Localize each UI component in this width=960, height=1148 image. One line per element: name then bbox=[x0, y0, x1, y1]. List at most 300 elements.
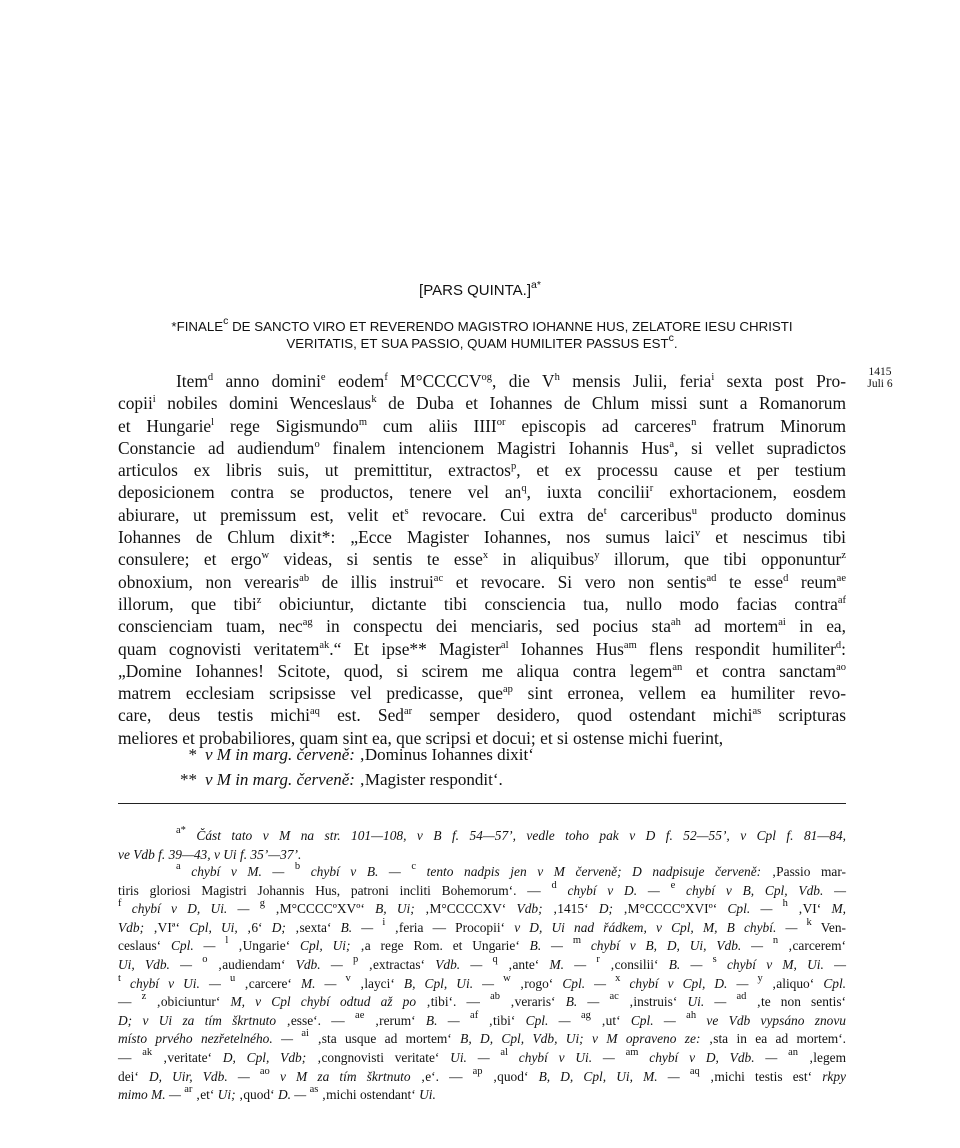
text-segment: ‚veritate‘ bbox=[152, 1049, 223, 1065]
note-marker: ab bbox=[299, 572, 310, 584]
chapter-title-sup: c bbox=[223, 315, 229, 327]
text-segment: ‚ante‘ bbox=[497, 956, 550, 972]
note-marker: og bbox=[481, 372, 493, 383]
text-segment: ‚aliquo‘ bbox=[762, 975, 824, 991]
note-marker: u bbox=[691, 505, 697, 517]
text-segment: B. — bbox=[425, 1012, 471, 1028]
text-segment: ‚M°CCCCºXVIº‘ bbox=[623, 901, 728, 917]
note-italic: v M in marg. červeně: bbox=[205, 745, 355, 764]
text-segment: B, Cpl, Ui. — bbox=[403, 975, 504, 991]
footnote-divider bbox=[118, 803, 846, 804]
margin-year: 1415 bbox=[868, 366, 892, 378]
text-segment: Cpl. — bbox=[727, 901, 783, 917]
note-marker: an bbox=[788, 1046, 799, 1058]
note-marker: c bbox=[411, 861, 417, 872]
text-line bbox=[118, 481, 846, 503]
text-segment: B. — bbox=[529, 938, 573, 954]
text-segment: ‚a rege Rom. et Ungarie‘ bbox=[360, 938, 530, 954]
text-segment: et Hungarie bbox=[118, 415, 212, 436]
text-segment: chybí v B, D, Ui, Vdb. — bbox=[580, 938, 773, 954]
note-marker: p bbox=[510, 461, 517, 473]
note-marker: ar bbox=[404, 706, 413, 718]
text-segment: , si vellet supradictos bbox=[674, 437, 847, 458]
main-text bbox=[118, 370, 846, 749]
text-line bbox=[118, 571, 846, 593]
text-segment: ‚layci‘ bbox=[350, 975, 404, 991]
text-segment: D; bbox=[271, 919, 295, 935]
text-segment: conscienciam tuam, nec bbox=[118, 616, 303, 637]
chapter-title bbox=[118, 315, 846, 352]
text-segment: ‚extractas‘ bbox=[358, 956, 436, 972]
note-marker: r bbox=[649, 483, 654, 495]
note-marker: i bbox=[382, 916, 386, 928]
note-marker: ao bbox=[259, 1065, 270, 1077]
text-segment: D; bbox=[598, 901, 624, 917]
text-segment: D; v Ui za tím škrtnuto bbox=[118, 1012, 287, 1028]
chapter-title-end: . bbox=[673, 336, 678, 351]
note-marker: ap bbox=[472, 1065, 483, 1077]
chapter-title-sup: c bbox=[668, 332, 674, 344]
text-segment: Ui. — bbox=[450, 1049, 501, 1065]
text-segment: Vdb; bbox=[516, 901, 553, 917]
text-segment: ‚consilii‘ bbox=[599, 956, 669, 972]
text-line bbox=[118, 682, 846, 704]
note-marker: d bbox=[783, 572, 789, 584]
text-segment: chybí v Ui. — bbox=[508, 1049, 626, 1065]
text-segment: in conspectu dei menciaris, sed pocius sta bbox=[312, 616, 671, 637]
note-marker: am bbox=[625, 1046, 639, 1058]
text-segment: Cpl, Ui; bbox=[300, 938, 361, 954]
note-marker: ag bbox=[580, 1009, 591, 1021]
variant-line bbox=[118, 879, 847, 901]
margin-day: Juli 6 bbox=[867, 378, 893, 390]
text-segment: articulos ex libris suis, ut premittitur, extractos bbox=[118, 460, 511, 481]
note-marker: e bbox=[670, 879, 676, 891]
text-segment: sexta post Pro- bbox=[714, 371, 847, 391]
chapter-title-rest: DE SANCTO VIRO ET REVERENDO MAGISTRO IOHANNE HUS, ZELATORE IESU CHRISTI bbox=[228, 319, 793, 334]
text-segment: ‚quod‘ bbox=[482, 1068, 539, 1084]
text-segment: B. — bbox=[668, 956, 713, 972]
text-segment: ‚sta in ea ad mortem‘. bbox=[708, 1031, 847, 1047]
note-marker: q bbox=[521, 483, 527, 495]
text-segment: ‚audiendam‘ bbox=[207, 956, 296, 972]
note-marker: ai bbox=[778, 617, 786, 629]
text-segment: Ui. bbox=[419, 1087, 436, 1103]
text-segment: Iohannes de Chlum dixit*: „Ecce Magister Iohannes, nos sumus laici bbox=[118, 527, 695, 548]
source-note-line bbox=[118, 826, 846, 845]
text-segment: , die V bbox=[492, 371, 555, 391]
note-marker: q bbox=[492, 953, 498, 965]
text-segment: D. — bbox=[277, 1087, 310, 1103]
note-marker: aq bbox=[310, 706, 320, 718]
text-segment: ve Vdb f. 39—43, v Ui f. 35’—37’. bbox=[118, 847, 302, 862]
note-marker: p bbox=[353, 953, 359, 965]
note-marker: ae bbox=[355, 1009, 365, 1021]
text-segment: ‚6‘ bbox=[246, 919, 272, 935]
note-marker: m bbox=[572, 935, 581, 947]
text-segment: matrem ecclesiam scripsisse vel predicasse, que bbox=[118, 683, 503, 704]
text-segment: ‚tibi‘ bbox=[478, 1012, 526, 1028]
note-marker: ac bbox=[609, 991, 619, 1003]
variant-apparatus bbox=[118, 863, 846, 1105]
note-marker: y bbox=[757, 972, 763, 984]
note-asterisk: ** bbox=[180, 770, 197, 789]
text-segment: tento nadpis jen v M červeně; D nadpisuje červeně: bbox=[416, 864, 772, 879]
note-marker: al bbox=[500, 639, 509, 651]
text-segment: ‚michi testis est‘ bbox=[699, 1068, 823, 1084]
text-segment: , iuxta concilii bbox=[526, 482, 650, 503]
note-marker: ad bbox=[736, 991, 747, 1003]
text-line bbox=[118, 526, 846, 548]
note-marker: ak bbox=[319, 639, 330, 651]
note-marker: h bbox=[554, 372, 560, 383]
note-marker: ai bbox=[301, 1028, 309, 1040]
note-marker: ag bbox=[302, 617, 313, 629]
text-segment: Ui. — bbox=[687, 994, 737, 1010]
text-segment: Cpl. — bbox=[562, 975, 616, 991]
note-marker: af bbox=[837, 594, 847, 606]
text-segment: ‚M°CCCCºXVº‘ bbox=[264, 901, 376, 917]
text-segment: ‚Passio mar- bbox=[771, 864, 846, 879]
text-segment: B, Ui; bbox=[375, 901, 425, 917]
text-segment: anno domini bbox=[213, 371, 321, 391]
note-marker: d bbox=[835, 639, 842, 651]
note-marker: ah bbox=[670, 617, 681, 629]
text-segment: et contra sanctam bbox=[682, 660, 837, 681]
note-asterisk: * bbox=[188, 745, 197, 764]
part-heading-sup: a* bbox=[531, 279, 541, 291]
source-note bbox=[118, 826, 846, 864]
note-marker: z bbox=[256, 594, 262, 606]
variant-line bbox=[118, 1086, 846, 1105]
text-segment: illorum, que tibi opponuntur bbox=[599, 549, 842, 570]
text-segment: ‚VIª‘ bbox=[153, 919, 190, 935]
text-segment: obiciuntur, dictante tibi consciencia tua, nullo modo facias contra bbox=[261, 593, 838, 614]
text-segment: chybí v D, Ui. — bbox=[121, 901, 260, 917]
text-segment: et nescimus tibi bbox=[700, 527, 846, 548]
note-marker: l bbox=[211, 416, 215, 428]
note-marker: a bbox=[669, 438, 674, 450]
text-segment: te esse bbox=[716, 571, 784, 592]
text-segment: videas, si sentis te esse bbox=[269, 549, 483, 570]
text-segment: chybí v D, Vdb. — bbox=[638, 1049, 789, 1065]
text-segment: Cpl. — bbox=[630, 1012, 687, 1028]
note-marker: r bbox=[596, 953, 600, 965]
text-segment: ‚et‘ bbox=[192, 1087, 218, 1103]
text-segment: ‚rogo‘ bbox=[510, 975, 563, 991]
text-segment: ‚tibi‘. — bbox=[426, 994, 491, 1010]
note-marker: h bbox=[782, 898, 788, 910]
note-marker: ah bbox=[686, 1009, 697, 1021]
note-marker: a bbox=[176, 861, 181, 872]
note-marker: n bbox=[772, 935, 779, 947]
text-segment: Ui; bbox=[217, 1087, 239, 1103]
chapter-title-line-1 bbox=[118, 315, 846, 335]
note-marker: k bbox=[806, 916, 812, 928]
note-marker: x bbox=[482, 550, 489, 562]
note-marker: u bbox=[229, 972, 236, 984]
text-segment: de illis instrui bbox=[309, 571, 434, 592]
text-segment: care, deus testis michi bbox=[118, 705, 310, 726]
text-segment: fratrum Minorum bbox=[696, 415, 847, 436]
note-marker: t bbox=[603, 505, 607, 517]
text-line bbox=[118, 504, 846, 526]
text-segment: rkpy bbox=[822, 1068, 846, 1084]
text-segment: B, D, Cpl, Vdb, Ui; v M opraveno ze: bbox=[460, 1031, 709, 1047]
text-segment: ‚esse‘. — bbox=[286, 1012, 356, 1028]
part-heading bbox=[0, 279, 960, 299]
text-segment: dei‘ bbox=[118, 1068, 149, 1084]
note-marker: o bbox=[202, 953, 208, 965]
chapter-title-line-2 bbox=[118, 332, 846, 352]
text-segment: in aliquibus bbox=[488, 549, 595, 570]
text-line bbox=[118, 638, 846, 660]
text-segment: chybí v M. — bbox=[180, 864, 295, 879]
text-segment: ‚quod‘ bbox=[238, 1087, 278, 1103]
text-segment: semper desidero, quod ostendant michi bbox=[412, 705, 753, 726]
marginal-note bbox=[175, 767, 875, 792]
text-segment: ‚veraris‘ bbox=[500, 994, 566, 1010]
note-marker: ap bbox=[503, 684, 513, 696]
chapter-title-line2-text: VERITATIS, ET SUA PASSIO, QUAM HUMILITER PASSUS EST bbox=[286, 336, 669, 351]
text-segment: ‚1415‘ bbox=[552, 901, 599, 917]
text-segment: ‚obiciuntur‘ bbox=[146, 994, 231, 1010]
text-segment: ‚carcerem‘ bbox=[778, 938, 846, 954]
text-segment: Cpl, Ui, bbox=[189, 919, 247, 935]
note-marker: a* bbox=[176, 825, 186, 836]
text-segment: ‚legem bbox=[798, 1049, 847, 1065]
note-marker: i bbox=[152, 394, 156, 406]
variant-line bbox=[118, 1065, 846, 1087]
text-segment: consulere; et ergo bbox=[118, 549, 262, 570]
text-segment: carceribus bbox=[606, 504, 692, 525]
text-segment: ‚congnovisti veritate‘ bbox=[316, 1049, 451, 1065]
text-line bbox=[118, 660, 846, 682]
text-segment: M°CCCCV bbox=[387, 371, 482, 391]
text-segment: obnoxium, non verearis bbox=[118, 571, 300, 592]
text-segment: chybí v B. — bbox=[300, 864, 412, 879]
text-segment: cum aliis IIII bbox=[367, 415, 497, 436]
text-segment: D, Cpl, Vdb; bbox=[222, 1049, 317, 1065]
margin-date-note bbox=[858, 366, 902, 390]
note-marker: as bbox=[752, 706, 762, 718]
text-segment: místo prvého nezřetelného. — bbox=[118, 1031, 302, 1047]
text-segment: , et ex processu cause et per testium bbox=[516, 460, 846, 481]
text-segment: ‚sta usque ad mortem‘ bbox=[308, 1031, 461, 1047]
text-segment: deposicionem contra se productos, tenere vel an bbox=[118, 482, 522, 503]
text-segment: M. — bbox=[549, 956, 597, 972]
text-segment: ‚te non sentis‘ bbox=[746, 994, 847, 1010]
marginal-notes bbox=[175, 742, 875, 792]
note-marker: ar bbox=[184, 1084, 193, 1096]
text-segment: Část tato v M na str. 101—108, v B f. 54—57’, vedle toho pak v D f. 52—55’, v Cpl f. 81—84, bbox=[185, 828, 846, 843]
text-segment: ‚michi ostendant‘ bbox=[318, 1087, 420, 1103]
note-marker: b bbox=[294, 861, 301, 872]
text-segment: ‚rerum‘ bbox=[364, 1012, 426, 1028]
text-segment: revocare. Cui extra de bbox=[408, 504, 604, 525]
note-marker: or bbox=[496, 416, 506, 428]
text-segment: ‚e‘. — bbox=[420, 1068, 473, 1084]
text-line bbox=[118, 548, 846, 570]
text-segment: Iohannes Hus bbox=[508, 638, 624, 659]
text-segment: M. — bbox=[300, 975, 346, 991]
text-segment: mensis Julii, feria bbox=[559, 371, 712, 391]
note-marker: af bbox=[470, 1009, 479, 1021]
text-segment: Cpl. — bbox=[525, 1012, 581, 1028]
text-segment: v D, Ui nad řádkem, v Cpl, M, B chybí. — bbox=[514, 919, 807, 935]
variant-line bbox=[118, 1030, 846, 1049]
text-segment: exhortacionem, eosdem bbox=[653, 482, 846, 503]
text-line bbox=[118, 615, 846, 637]
note-marker: n bbox=[691, 416, 697, 428]
text-segment: ve Vdb vypsáno znovu bbox=[696, 1012, 846, 1028]
text-segment: tiris gloriosi Magistri Johannis Hus, patroni incliti Bohemorum‘. — bbox=[118, 882, 552, 898]
note-marker: v bbox=[345, 972, 351, 984]
text-segment: Vdb. — bbox=[295, 956, 353, 972]
text-segment: rege Sigismundo bbox=[214, 415, 359, 436]
marginal-note bbox=[175, 742, 875, 767]
note-marker: ak bbox=[142, 1046, 153, 1058]
note-marker: ae bbox=[836, 572, 846, 584]
note-marker: e bbox=[320, 372, 326, 383]
note-marker: ac bbox=[433, 572, 444, 584]
text-segment: : bbox=[841, 638, 846, 659]
note-marker: d bbox=[207, 372, 214, 383]
text-segment: — bbox=[118, 1049, 143, 1065]
text-segment: est. Sed bbox=[319, 705, 404, 726]
text-segment: Cpl. bbox=[823, 975, 847, 991]
note-marker: v bbox=[694, 528, 701, 540]
note-marker: aq bbox=[689, 1065, 700, 1077]
text-segment: episcopis ad carceres bbox=[505, 415, 692, 436]
note-marker: s bbox=[712, 953, 717, 965]
note-marker: as bbox=[309, 1084, 319, 1096]
note-marker: am bbox=[623, 639, 637, 651]
variant-line bbox=[118, 937, 846, 956]
note-marker: d bbox=[551, 879, 557, 891]
note-marker: ad bbox=[706, 572, 717, 584]
text-segment: .“ Et ipse** Magister bbox=[329, 638, 501, 659]
text-segment: producto dominus bbox=[697, 504, 847, 525]
note-marker: i bbox=[711, 372, 715, 383]
text-segment: illorum, que tibi bbox=[118, 593, 257, 614]
text-line bbox=[118, 392, 846, 414]
text-line bbox=[118, 437, 846, 459]
text-segment: et revocare. Si vero non sentis bbox=[443, 571, 707, 592]
note-marker: w bbox=[261, 550, 270, 562]
text-segment: ceslaus‘ bbox=[118, 938, 171, 954]
variant-line bbox=[118, 953, 847, 975]
text-segment: M, v Cpl chybí odtud až po bbox=[230, 994, 427, 1010]
text-segment: chybí v D. — bbox=[556, 882, 671, 898]
note-text: ‚Magister respondit‘. bbox=[354, 770, 503, 789]
text-line bbox=[118, 593, 846, 615]
variant-line bbox=[118, 900, 846, 919]
variant-line bbox=[118, 863, 846, 882]
note-marker: l bbox=[225, 935, 229, 947]
note-marker: x bbox=[615, 972, 621, 984]
text-segment: flens respondit humiliter bbox=[636, 638, 836, 659]
text-segment: B, D, Cpl, Ui, M. — bbox=[538, 1068, 690, 1084]
text-segment: — bbox=[118, 994, 142, 1010]
text-segment: D, Uir, Vdb. — bbox=[148, 1068, 260, 1084]
text-segment: ‚Ungarie‘ bbox=[228, 938, 301, 954]
note-marker: al bbox=[500, 1046, 508, 1058]
note-marker: f bbox=[118, 898, 122, 910]
text-segment: v M za tím škrtnuto bbox=[269, 1068, 421, 1084]
variant-line bbox=[118, 1009, 846, 1031]
text-segment: Vdb; bbox=[118, 919, 154, 935]
text-segment: chybí v Cpl, D. — bbox=[620, 975, 758, 991]
text-line bbox=[118, 415, 846, 437]
note-italic: v M in marg. červeně: bbox=[205, 770, 355, 789]
text-segment: ‚ut‘ bbox=[590, 1012, 631, 1028]
text-segment: B. — bbox=[565, 994, 610, 1010]
text-segment: Cpl. — bbox=[171, 938, 226, 954]
text-segment: ‚M°CCCCXV‘ bbox=[425, 901, 517, 917]
text-segment: de Duba et Iohannes de Chlum missi sunt a Romanorum bbox=[376, 393, 846, 414]
text-line bbox=[118, 370, 846, 392]
note-marker: f bbox=[384, 372, 388, 383]
text-segment: quam cognovisti veritatem bbox=[118, 638, 320, 659]
note-marker: an bbox=[672, 661, 683, 673]
text-segment: ‚carcere‘ bbox=[235, 975, 301, 991]
text-segment: in ea, bbox=[785, 616, 846, 637]
note-marker: z bbox=[141, 991, 147, 1003]
text-segment: B. — bbox=[340, 919, 383, 935]
text-segment: ‚instruis‘ bbox=[618, 994, 688, 1010]
text-segment: sint erronea, vellem ea humiliter revo- bbox=[512, 683, 846, 704]
text-segment: ‚sexta‘ bbox=[294, 919, 341, 935]
variant-line bbox=[118, 993, 846, 1012]
note-marker: y bbox=[594, 550, 600, 562]
note-marker: t bbox=[118, 972, 121, 984]
text-segment: ad mortem bbox=[680, 616, 779, 637]
text-segment: eodem bbox=[325, 371, 385, 391]
source-note-line bbox=[118, 845, 846, 864]
text-segment: chybí v M, Ui. — bbox=[716, 956, 847, 972]
text-segment: Ui, Vdb. — bbox=[118, 956, 203, 972]
text-segment: mimo M. — bbox=[118, 1087, 185, 1103]
part-heading-text: [PARS QUINTA.] bbox=[419, 282, 532, 299]
text-segment: scripturas bbox=[761, 705, 846, 726]
note-marker: ab bbox=[490, 991, 500, 1003]
note-text: ‚Dominus Iohannes dixit‘ bbox=[354, 745, 534, 764]
text-segment: M, bbox=[831, 901, 846, 917]
text-segment: finalem intencionem Magistri Iohannis Hus bbox=[319, 437, 670, 458]
chapter-title-lead: *FINALE bbox=[171, 319, 224, 334]
text-segment: abiurare, ut premissum est, velit et bbox=[118, 504, 405, 525]
note-marker: m bbox=[358, 416, 368, 428]
text-segment: Ven- bbox=[811, 919, 847, 935]
text-segment: reum bbox=[788, 571, 837, 592]
note-marker: w bbox=[503, 972, 511, 984]
text-segment: Vdb. — bbox=[435, 956, 493, 972]
text-segment: ‚VI‘ bbox=[787, 901, 832, 917]
note-marker: ao bbox=[836, 661, 846, 673]
note-marker: z bbox=[841, 550, 846, 562]
note-marker: o bbox=[314, 438, 320, 450]
text-segment: nobiles domini Wenceslaus bbox=[155, 393, 372, 414]
note-marker: s bbox=[404, 505, 409, 517]
text-segment: meliores et probabiliores, quam sint ea, que scripsi et docui; et si ostense michi fuerint, bbox=[118, 727, 724, 748]
text-segment: Item bbox=[176, 371, 208, 391]
text-segment: „Domine Iohannes! Scitote, quod, si scirem me aliqua contra legem bbox=[118, 660, 673, 681]
text-segment: chybí v B, Cpl, Vdb. — bbox=[675, 882, 847, 898]
note-marker: g bbox=[259, 898, 265, 910]
text-line bbox=[118, 459, 846, 481]
text-segment: ‚feria — Procopii‘ bbox=[385, 919, 515, 935]
